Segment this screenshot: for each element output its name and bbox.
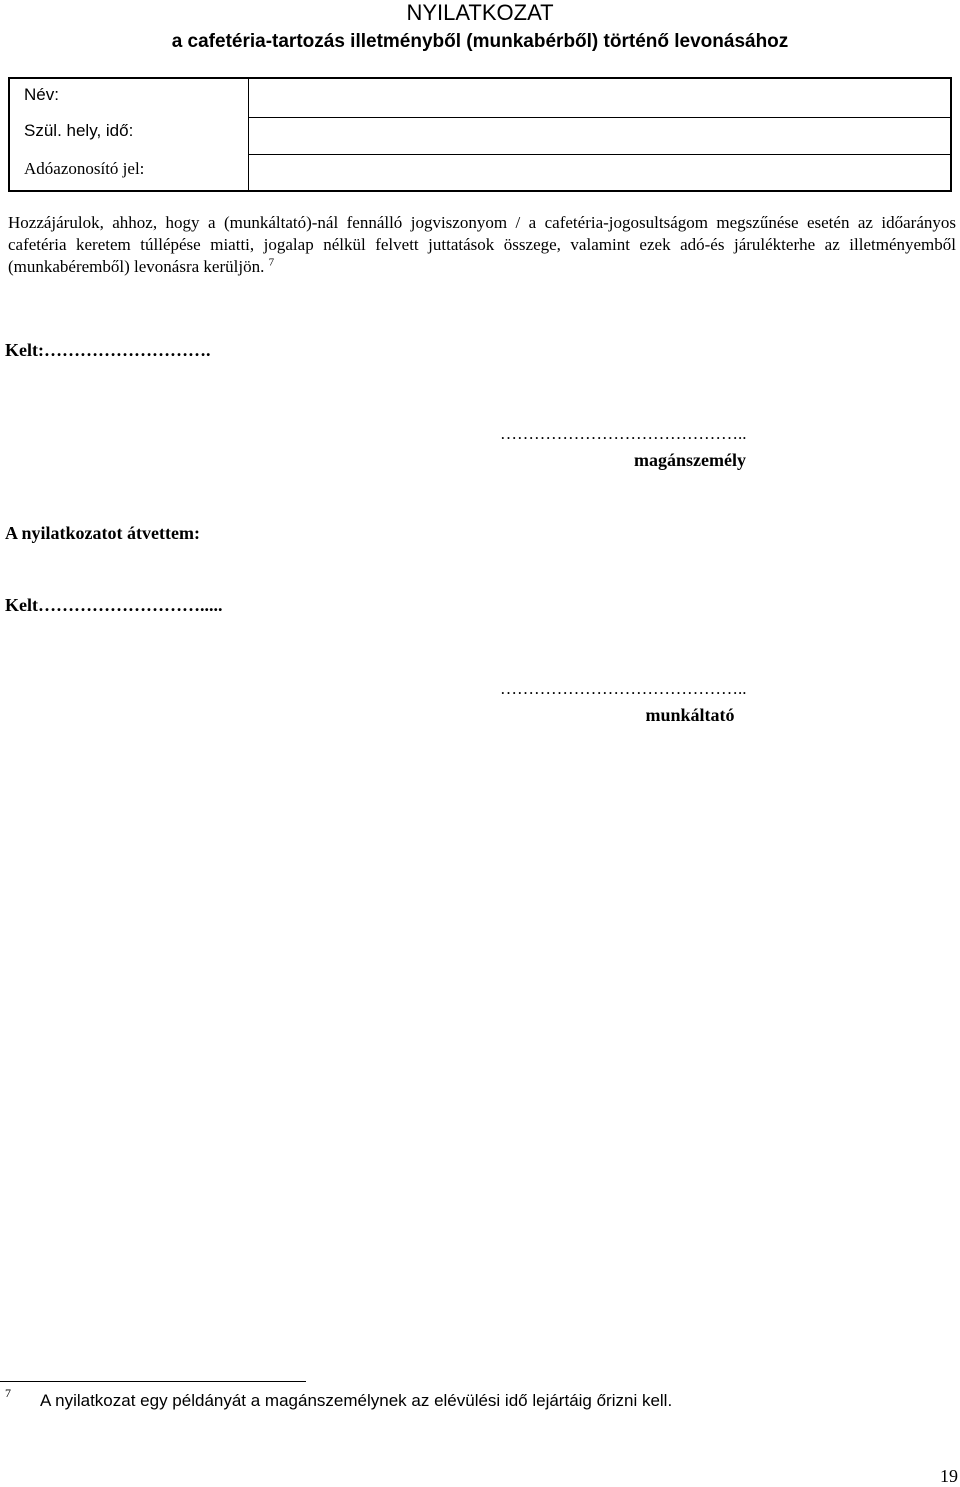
birth-place-date-label: Szül. hely, idő: bbox=[24, 121, 134, 140]
name-field[interactable] bbox=[249, 79, 950, 118]
footnote-text: A nyilatkozat egy példányát a magánszemélynek az elévülési idő lejártáig őrizni kell. bbox=[40, 1391, 673, 1410]
tax-id-field[interactable] bbox=[249, 154, 950, 190]
employer-signature-label: munkáltató bbox=[645, 705, 735, 725]
footnote-number: 7 bbox=[5, 1386, 11, 1400]
identity-value-cells bbox=[248, 79, 950, 190]
identity-table bbox=[8, 77, 952, 192]
employer-signature-line: …………………………………….. bbox=[500, 679, 747, 698]
identity-labels bbox=[10, 79, 250, 190]
name-label: Név: bbox=[24, 85, 59, 104]
document-subtitle: a cafetéria-tartozás illetményből (munkabérből) történő levonásához bbox=[171, 31, 789, 52]
page-number: 19 bbox=[940, 1466, 958, 1486]
footnote-reference: 7 bbox=[268, 256, 275, 269]
consent-paragraph bbox=[8, 212, 956, 278]
birth-place-date-field[interactable] bbox=[249, 117, 950, 155]
employee-signature-line: …………………………………….. bbox=[500, 424, 747, 443]
employee-date-line: Kelt:………………………. bbox=[5, 340, 211, 360]
footnote-separator bbox=[0, 1381, 306, 1382]
document-title: NYILATKOZAT bbox=[406, 0, 554, 25]
employer-date-line: Kelt………………………..... bbox=[5, 595, 223, 615]
tax-id-label: Adóazonosító jel: bbox=[24, 159, 145, 178]
received-statement: A nyilatkozatot átvettem: bbox=[5, 523, 200, 543]
consent-text: Hozzájárulok, ahhoz, hogy a (munkáltató)-nál fennálló jogviszonyom / a cafetéria-jogosultságom megszűnése esetén az időarányos cafetéria keretem túllépése miatti, jogalap nélkül felvett juttatások összege, valamint ezek adó-és járulékterhe az illetményemből (munkabéremből) levonásra kerüljön. bbox=[8, 213, 956, 276]
employee-signature-label: magánszemély bbox=[634, 450, 746, 470]
